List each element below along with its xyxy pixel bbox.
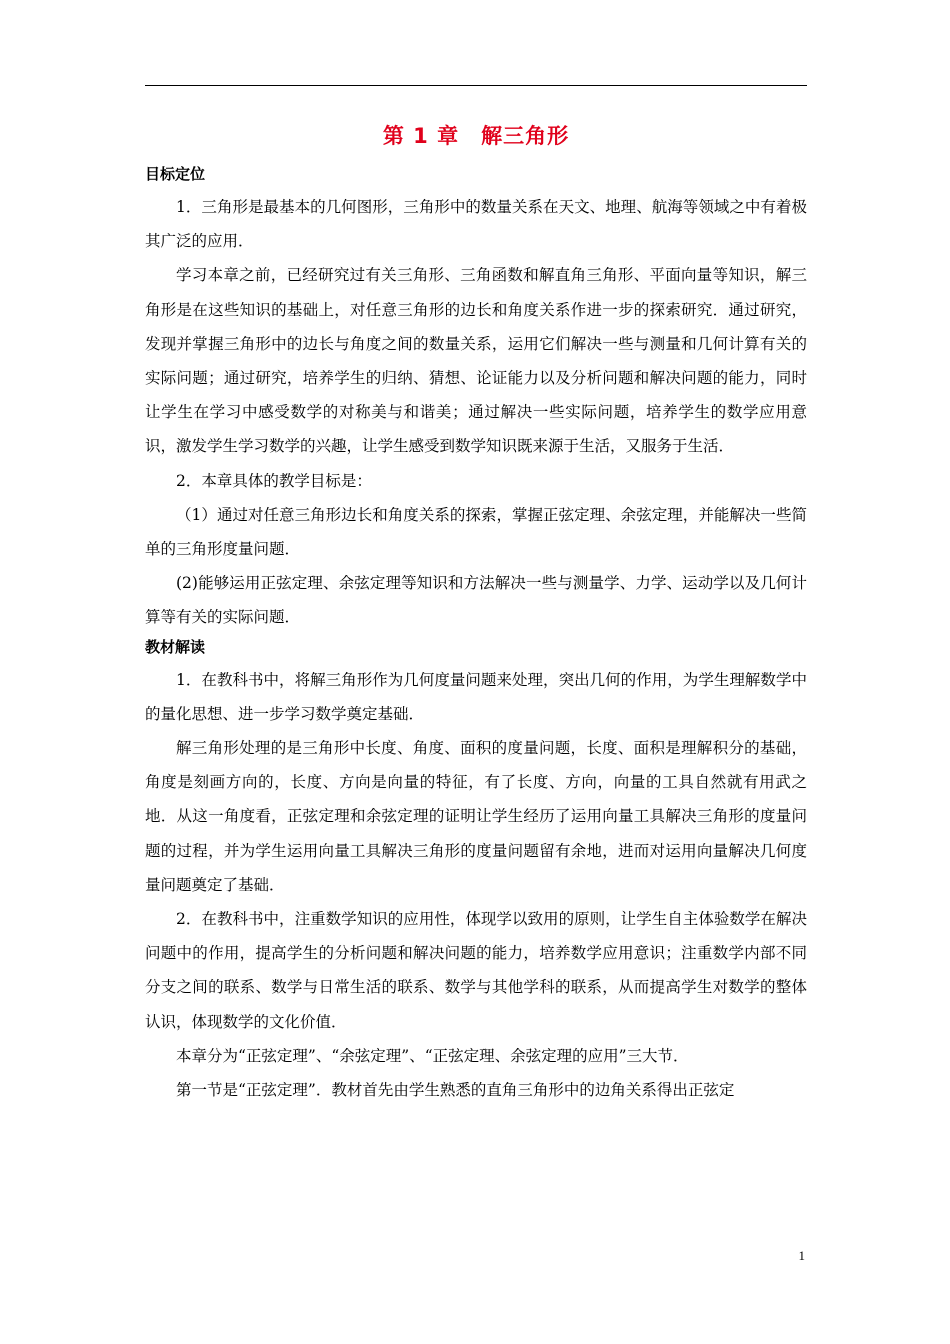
paragraph: (2)能够运用正弦定理、余弦定理等知识和方法解决一些与测量学、力学、运动学以及几何计算等有关的实际问题． [145,574,807,627]
paragraph: 1．三角形是最基本的几何图形，三角形中的数量关系在天文、地理、航海等领域之中有着极其广泛的应用． [145,198,807,251]
paragraph: 2．在教科书中，注重数学知识的应用性，体现学以致用的原则，让学生自主体验数学在解决问题中的作用，提高学生的分析问题和解决问题的能力，培养数学应用意识；注重数学内部不同分支之间的联系、数学与日常生活的联系、数学与其他学科的联系，从而提高学生对数学的整体认识，体现数学的文化价值． [145,910,807,1031]
paragraph: 第一节是“正弦定理”．教材首先由学生熟悉的直角三角形中的边角关系得出正弦定 [176,1081,735,1100]
paragraph: 解三角形处理的是三角形中长度、角度、面积的度量问题，长度、面积是理解积分的基础，角度是刻画方向的，长度、方向是向量的特征，有了长度、方向，向量的工具自然就有用武之地．从这一角度看，正弦定理和余弦定理的证明让学生经历了运用向量工具解决三角形的度量问题的过程，并为学生运用向量工具解决三角形的度量问题留有余地，进而对运用向量解决几何度量问题奠定了基础． [145,739,807,894]
paragraph: 1．在教科书中，将解三角形作为几何度量问题来处理，突出几何的作用，为学生理解数学中的量化思想、进一步学习数学奠定基础． [145,670,807,723]
paragraph: 本章分为“正弦定理”、“余弦定理”、“正弦定理、余弦定理的应用”三大节． [176,1046,689,1065]
paragraph: （1）通过对任意三角形边长和角度关系的探索，掌握正弦定理、余弦定理，并能解决一些简单的三角形度量问题． [145,505,807,559]
paragraph: 2．本章具体的教学目标是： [176,471,372,490]
document-body [145,162,807,1107]
page-number: 1 [798,1248,805,1263]
header-rule [145,85,807,86]
section-heading-textbook: 教材解读 [145,637,206,656]
section-heading-goals: 目标定位 [145,165,206,183]
paragraph: 学习本章之前，已经研究过有关三角形、三角函数和解直角三角形、平面向量等知识，解三角形是在这些知识的基础上，对任意三角形的边长和角度关系作进一步的探索研究．通过研究，发现并掌握三角形中的边长与角度之间的数量关系，运用它们解决一些与测量和几何计算有关的实际问题；通过研究，培养学生的归纳、猜想、论证能力以及分析问题和解决问题的能力，同时让学生在学习中感受数学的对称美与和谐美；通过解决一些实际问题，培养学生的数学应用意识，激发学生学习数学的兴趣，让学生感受到数学知识既来源于生活，又服务于生活． [145,266,807,456]
chapter-title: 第 1 章 解三角形 [382,124,570,148]
